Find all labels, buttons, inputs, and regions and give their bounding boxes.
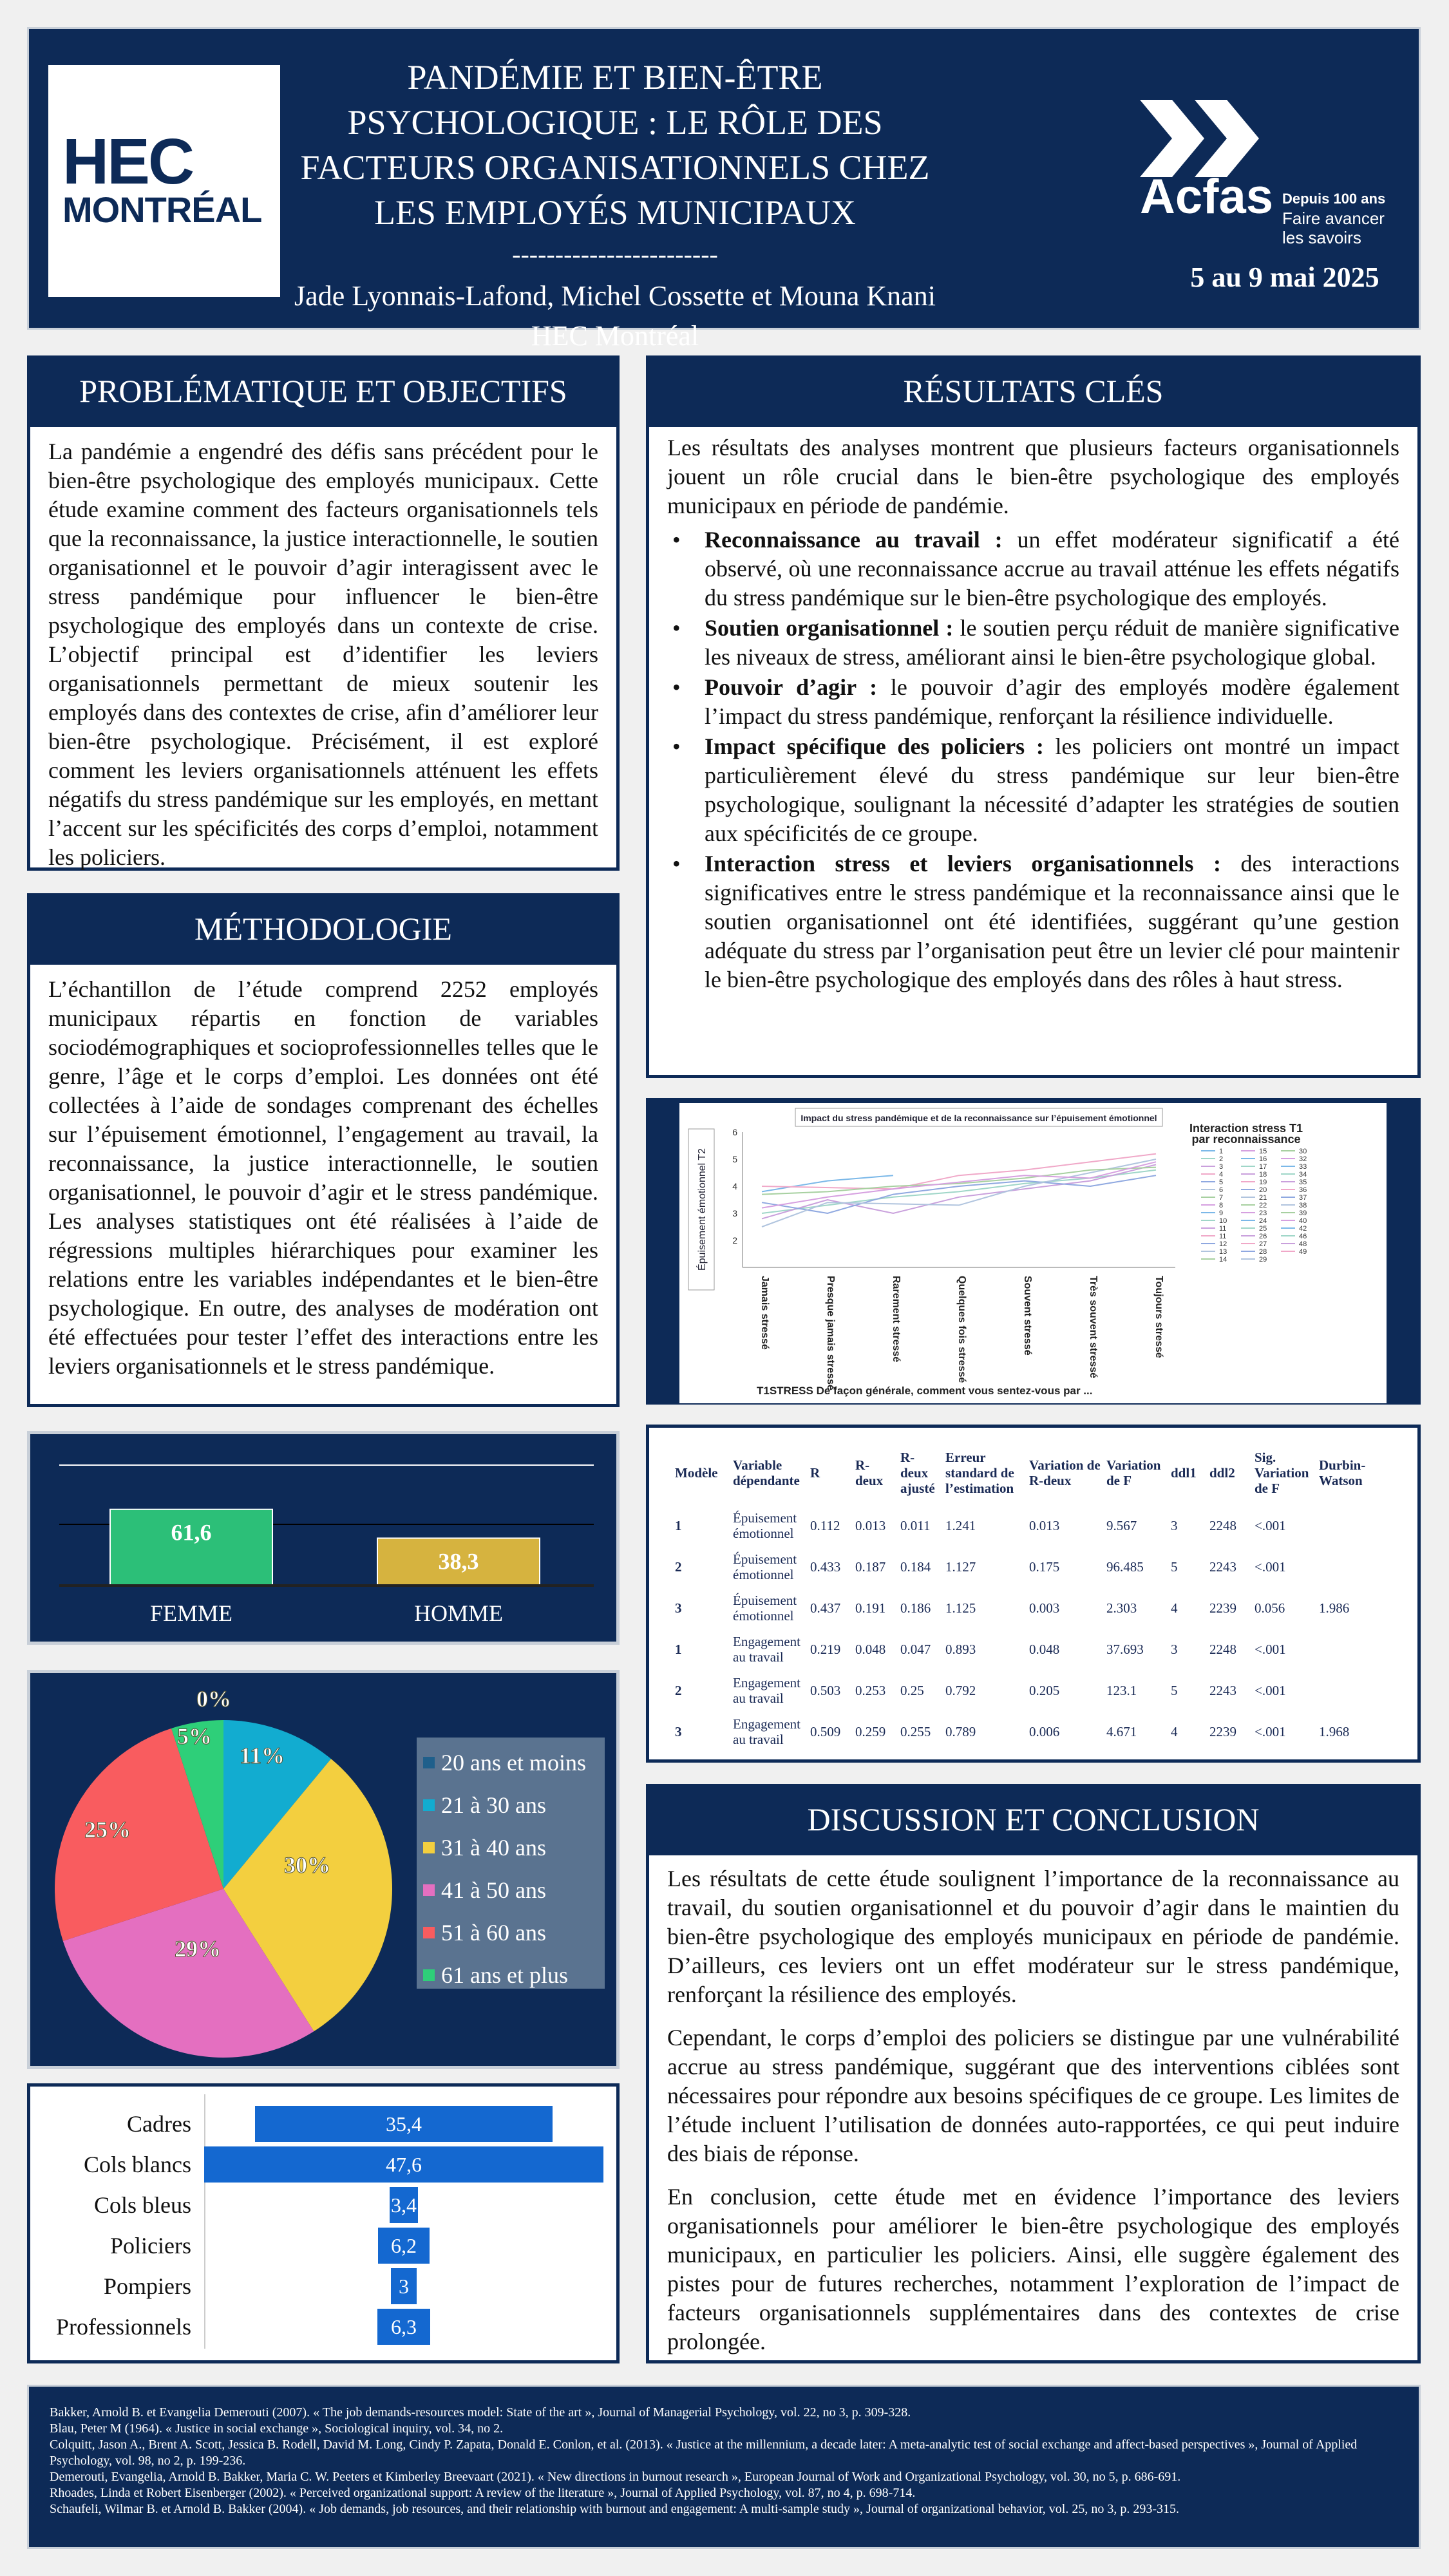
corps-row — [30, 2228, 616, 2264]
legend-label: 49 — [1299, 1248, 1307, 1256]
table-cell: 4 — [1171, 1600, 1178, 1616]
conference-dates: 5 au 9 mai 2025 — [1190, 261, 1379, 293]
table-column-header: Variation de F — [1106, 1457, 1161, 1488]
resultats-intro: Les résultats des analyses montrent que plusieurs facteurs organisationnels jouent un rôle crucial dans le bien-être psychologique des employés municipaux en période de pandémie. — [667, 435, 1399, 518]
gender-category-label: HOMME — [413, 1600, 504, 1626]
legend-label: 10 — [1219, 1217, 1227, 1225]
table-column-header: Variable dépendante — [733, 1457, 800, 1488]
table-cell: <.001 — [1255, 1518, 1286, 1533]
legend-title-2: par reconnaissance — [1191, 1133, 1301, 1146]
problematique-text: La pandémie a engendré des défis sans précédent pour le bien-être psychologique des employés municipaux. Cette étude examine comment des facteurs organisationnels tels que la reconnaissance, la justice interactionnelle, le soutien organisationnel et le pouvoir d’agir interagissent avec le stress pandémique pour influencer le bien-être psychologique des employés dans un contexte de crise. L’objectif principal est d’identifier les leviers organisationnels permettant de mieux soutenir les employés dans des contextes de crise, afin d’améliorer leur bien-être psychologique. Précisément, il est exploré comment les leviers organisationnels atténuent les effets négatifs du stress pandémique sur les employés, en mettant l’accent sur les spécificités des corps d’emploi, notamment les policiers. — [48, 439, 598, 870]
regression-table-panel — [646, 1425, 1421, 1763]
legend-label: 24 — [1259, 1217, 1267, 1225]
legend-label: 22 — [1259, 1202, 1267, 1209]
gender-category-label: FEMME — [149, 1600, 233, 1626]
legend-label: 46 — [1299, 1233, 1307, 1240]
table-cell: 1.241 — [945, 1518, 976, 1533]
table-cell: 2248 — [1209, 1642, 1236, 1657]
institution: HEC Montréal — [531, 320, 699, 352]
table-cell: 1 — [675, 1642, 682, 1657]
resultats-panel — [646, 355, 1421, 1078]
table-cell: 0.503 — [810, 1683, 841, 1698]
table-cell: 0.013 — [855, 1518, 886, 1533]
legend-label: 34 — [1299, 1171, 1307, 1179]
table-cell — [1319, 1505, 1377, 1546]
table-column-header: Sig. Variation de F — [1255, 1450, 1309, 1496]
corps-emploi-chart — [27, 2083, 620, 2363]
table-cell: 37.693 — [1106, 1642, 1144, 1657]
legend-label: 20 — [1259, 1186, 1267, 1194]
references — [27, 2385, 1421, 2549]
table-cell: 0.047 — [900, 1642, 931, 1657]
table-cell: 0.253 — [855, 1683, 886, 1698]
resultat-item: • Impact spécifique des policiers : les policiers ont montré un impact particulièrement élevé du stress pandémique sur leur bien-être psychologique, soulignant la nécessité d’adapter les stratégies de soutien aux spécificités de ce groupe. — [667, 732, 1399, 848]
table-cell: 0.893 — [945, 1642, 976, 1657]
table-cell: 1 — [675, 1518, 682, 1533]
y-tick-label: 3 — [732, 1208, 737, 1218]
table-cell: 0.433 — [810, 1559, 841, 1575]
table-cell: 0.259 — [855, 1724, 886, 1739]
legend-item — [417, 1741, 605, 1784]
resultats-title: RÉSULTATS CLÉS — [649, 359, 1417, 427]
legend-label: 31 à 40 ans — [441, 1835, 546, 1861]
reference-item: Blau, Peter M (1964). « Justice in social exchange », Sociological inquiry, vol. 34, no 2. — [50, 2421, 504, 2436]
table-cell: 3 — [1171, 1642, 1178, 1657]
corps-row — [30, 2309, 616, 2345]
table-cell: 2.303 — [1106, 1600, 1137, 1616]
x-tick-label: Souvent stressé — [1022, 1276, 1033, 1356]
table-cell: 0.191 — [855, 1600, 886, 1616]
legend-label: 17 — [1259, 1163, 1267, 1171]
table-column-header: ddl1 — [1171, 1465, 1197, 1481]
legend-item — [417, 1869, 605, 1911]
reference-item: Bakker, Arnold B. et Evangelia Demerouti (2007). « The job demands-resources model: State of the art », Journal of Managerial Psychology, vol. 22, no 3, p. 309-328. — [50, 2405, 911, 2420]
legend-label: 2 — [1219, 1155, 1224, 1163]
y-tick-label: 4 — [732, 1181, 737, 1191]
table-cell: 9.567 — [1106, 1518, 1137, 1533]
table-cell: 0.509 — [810, 1724, 841, 1739]
legend-label: 15 — [1259, 1148, 1267, 1155]
reference-item: Demerouti, Evangelia, Arnold B. Bakker, Maria C. W. Peeters et Kimberley Breevaart (2021). « New directions in burnout research », European Journal of Work and Organizational Psychology, vol. 30, no 5, p. 686-691. — [50, 2470, 1181, 2484]
table-column-header: Variation de R-deux — [1029, 1457, 1101, 1488]
table-cell: 0.013 — [1029, 1518, 1060, 1533]
table-cell: 0.25 — [900, 1683, 924, 1698]
table-column-header: R — [810, 1465, 820, 1481]
legend-label: 28 — [1259, 1248, 1267, 1256]
legend-label: 23 — [1259, 1209, 1267, 1217]
legend-label: 48 — [1299, 1240, 1307, 1248]
discussion-panel — [646, 1784, 1421, 2363]
table-cell: 123.1 — [1106, 1683, 1137, 1698]
table-cell: 0.255 — [900, 1724, 931, 1739]
legend-label: 21 — [1259, 1194, 1267, 1202]
table-cell: 0.006 — [1029, 1724, 1060, 1739]
table-cell: 2248 — [1209, 1518, 1236, 1533]
age-legend — [417, 1738, 605, 1989]
table-cell: Épuisement émotionnel — [733, 1593, 797, 1624]
reference-item: Schaufeli, Wilmar B. et Arnold B. Bakker (2004). « Job demands, job resources, and their relationship with burnout and engagement: A multi-sample study », Journal of organizational behavior, vol. 25, no 3, p. 293-315. — [50, 2502, 1179, 2516]
legend-label: 9 — [1219, 1209, 1224, 1217]
discussion-paragraph-3: En conclusion, cette étude met en évidence l’importance des leviers organisationnels pour améliorer le bien-être psychologique des employés municipaux, en particulier les policiers. Ainsi, elle suggère également des pistes pour de futures recherches, notamment l’exploration de l’impact de facteurs organisationnels supplémentaires dans des contextes de crise prolongée. — [667, 2184, 1399, 2354]
table-cell: 96.485 — [1106, 1559, 1144, 1575]
table-column-header: Modèle — [675, 1465, 718, 1481]
legend-item — [417, 1954, 605, 1996]
resultat-item: • Soutien organisationnel : le soutien perçu réduit de manière significative les niveaux de stress, améliorant ainsi le bien-être psychologique global. — [667, 614, 1399, 672]
table-cell: 0.048 — [1029, 1642, 1060, 1657]
age-pie-chart — [30, 1673, 417, 2066]
legend-swatch — [423, 1884, 435, 1896]
corps-label: Pompiers — [103, 2273, 191, 2299]
table-cell: 0.789 — [945, 1724, 976, 1739]
y-tick-label: 5 — [732, 1154, 737, 1164]
legend-label: 18 — [1259, 1171, 1267, 1179]
table-cell: 3 — [675, 1724, 682, 1739]
legend-swatch — [423, 1927, 435, 1938]
table-cell: 1.127 — [945, 1559, 976, 1575]
table-cell: <.001 — [1255, 1642, 1286, 1657]
table-row — [675, 1711, 1377, 1752]
table-cell: <.001 — [1255, 1559, 1286, 1575]
legend-label: 3 — [1219, 1163, 1224, 1171]
corps-label: Cols blancs — [84, 2152, 191, 2177]
table-cell: Épuisement émotionnel — [733, 1510, 797, 1541]
table-cell: 0.003 — [1029, 1600, 1060, 1616]
table-cell: 0.186 — [900, 1600, 931, 1616]
legend-title: Interaction stress T1 — [1189, 1122, 1303, 1135]
table-row — [675, 1546, 1377, 1587]
table-cell — [1319, 1546, 1377, 1587]
table-row — [675, 1505, 1377, 1546]
legend-label: 11 — [1219, 1225, 1227, 1233]
table-cell: 1.968 — [1319, 1724, 1350, 1739]
legend-label: 26 — [1259, 1233, 1267, 1240]
table-cell: 0.219 — [810, 1642, 841, 1657]
resultats-list — [667, 526, 1399, 994]
table-cell: 1.986 — [1319, 1600, 1350, 1616]
corps-bar: 6,2 — [378, 2228, 430, 2264]
gender-value-label: 61,6 — [171, 1519, 212, 1546]
legend-label: 51 à 60 ans — [441, 1920, 546, 1946]
legend-item — [417, 1911, 605, 1954]
legend-label: 12 — [1219, 1240, 1227, 1248]
table-row — [675, 1587, 1377, 1629]
legend-label: 37 — [1299, 1194, 1307, 1202]
acfas-arrows-icon — [1140, 100, 1262, 177]
table-cell: <.001 — [1255, 1724, 1286, 1739]
chart-title: Impact du stress pandémique et de la reconnaissance sur l’épuisement émotionnel — [800, 1113, 1157, 1123]
pie-label: 25% — [84, 1817, 131, 1842]
title-block — [287, 55, 943, 356]
methodologie-text: L’échantillon de l’étude comprend 2252 employés municipaux répartis en fonction de variables sociodémographiques et socioprofessionnelles telles que le genre, l’âge et le corps d’emploi. Les données ont été collectées à l’aide de sondages comprenant des échelles sur l’épuisement émotionnel, l’engagement au travail, la reconnaissance, la justice interactionnelle, le soutien organisationnel, le pouvoir d’agir et le stress pandémique. Les analyses statistiques ont été réalisées à l’aide de régressions multiples hiérarchiques pour examiner les relations entre les variables indépendantes et le bien-être psychologique. En outre, des analyses de modération ont été effectuées pour tester l’effet des interactions entre les leviers organisationnels et le stress pandémique. — [48, 976, 598, 1379]
hec-montreal-logo: HEC MONTRÉAL — [48, 65, 280, 297]
table-cell: 1.125 — [945, 1600, 976, 1616]
table-cell: 0.205 — [1029, 1683, 1060, 1698]
legend-label: 41 à 50 ans — [441, 1877, 546, 1903]
legend-label: 38 — [1299, 1202, 1307, 1209]
corps-bar: 3 — [391, 2268, 416, 2304]
corps-label: Cadres — [127, 2111, 191, 2137]
table-cell: Engagement au travail — [733, 1716, 800, 1747]
corps-label: Policiers — [110, 2233, 191, 2259]
legend-label: 30 — [1299, 1148, 1307, 1155]
discussion-title: DISCUSSION ET CONCLUSION — [649, 1787, 1417, 1855]
legend-swatch — [423, 1969, 435, 1981]
age-chart — [27, 1670, 620, 2069]
series-line — [762, 1175, 1156, 1213]
gender-chart — [27, 1431, 620, 1645]
y-tick-label: 2 — [732, 1235, 737, 1245]
legend-label: 1 — [1219, 1148, 1224, 1155]
resultat-item: • Reconnaissance au travail : un effet modérateur significatif a été observé, où une reconnaissance accrue au travail atténue les effets négatifs du stress pandémique sur le bien-être psychologique des employés. — [667, 526, 1399, 612]
x-tick-label: Toujours stressé — [1153, 1276, 1164, 1358]
corps-label: Cols bleus — [93, 2192, 191, 2218]
table-cell: 2 — [675, 1683, 682, 1698]
table-cell: 0.056 — [1255, 1600, 1285, 1616]
table-column-header: R-deux ajusté — [900, 1450, 935, 1496]
legend-label: 14 — [1219, 1256, 1227, 1264]
legend-label: 11 — [1219, 1233, 1227, 1240]
corps-bar: 47,6 — [204, 2146, 603, 2183]
title-separator: ------------------------ — [512, 240, 718, 269]
table-cell: 4.671 — [1106, 1724, 1137, 1739]
legend-label: 6 — [1219, 1186, 1224, 1194]
pie-label: 29% — [175, 1936, 221, 1962]
table-cell: 0.187 — [855, 1559, 886, 1575]
table-cell: <.001 — [1255, 1683, 1286, 1698]
acfas-logo: Acfas Depuis 100 ans Faire avancer les savoirs — [1140, 100, 1410, 247]
corps-row — [30, 2146, 616, 2183]
pie-label: 0% — [196, 1686, 231, 1712]
x-axis-label: T1STRESS De façon générale, comment vous sentez-vous par ... — [757, 1385, 1093, 1397]
gender-value-label: 38,3 — [438, 1548, 479, 1575]
legend-label: 29 — [1259, 1256, 1267, 1264]
table-cell: Engagement au travail — [733, 1675, 800, 1706]
table-cell: 2243 — [1209, 1559, 1236, 1575]
table-cell: 3 — [1171, 1518, 1178, 1533]
x-tick-label: Jamais stressé — [759, 1276, 770, 1350]
x-tick-label: Rarement stressé — [891, 1276, 902, 1363]
table-cell: 5 — [1171, 1559, 1178, 1575]
reference-item: Rhoades, Linda et Robert Eisenberger (2002). « Perceived organizational support: A review of the literature », Journal of Applied Psychology, vol. 87, no 4, p. 698-714. — [50, 2486, 916, 2500]
poster-title: PANDÉMIE ET BIEN-ÊTRE PSYCHOLOGIQUE : LE RÔLE DES FACTEURS ORGANISATIONNELS CHEZ LES EMPLOYÉS MUNICIPAUX — [300, 58, 930, 232]
legend-swatch — [423, 1799, 435, 1811]
table-cell: 2239 — [1209, 1724, 1236, 1739]
reference-item: Colquitt, Jason A., Brent A. Scott, Jessica B. Rodell, David M. Long, Cindy P. Zapata, Donald E. Conlon, et al. (2013). « Justice at the millennium, a decade later: A meta-analytic test of social exchange and affect-based perspectives », Journal of Applied Psychology, vol. 98, no 2, p. 199-236. — [50, 2438, 1358, 2468]
legend-label: 20 ans et moins — [441, 1750, 586, 1776]
legend-label: 40 — [1299, 1217, 1307, 1225]
table-cell — [1319, 1670, 1377, 1711]
corps-bar: 3,4 — [390, 2187, 418, 2223]
corps-bar: 35,4 — [255, 2106, 552, 2142]
table-cell: 5 — [1171, 1683, 1178, 1698]
table-cell: 0.011 — [900, 1518, 931, 1533]
legend-label: 25 — [1259, 1225, 1267, 1233]
legend-swatch — [423, 1842, 435, 1853]
legend-item — [417, 1784, 605, 1826]
legend-swatch — [423, 1757, 435, 1768]
legend-label: 39 — [1299, 1209, 1307, 1217]
legend-label: 5 — [1219, 1179, 1224, 1186]
table-cell: 0.112 — [810, 1518, 840, 1533]
y-tick-label: 6 — [732, 1127, 737, 1137]
methodologie-panel — [27, 893, 620, 1407]
pie-label: 11% — [239, 1743, 285, 1768]
resultat-item: • Pouvoir d’agir : le pouvoir d’agir des employés modère également l’impact du stress pandémique, renforçant la résilience individuelle. — [667, 673, 1399, 731]
table-header-row — [675, 1441, 1377, 1505]
legend-item — [417, 1826, 605, 1869]
poster-header — [27, 27, 1421, 352]
regression-table — [675, 1441, 1377, 1752]
table-cell: Engagement au travail — [733, 1634, 800, 1665]
table-cell — [1319, 1629, 1377, 1670]
y-axis-label: Épuisement émotionnel T2 — [697, 1148, 708, 1271]
legend-label: 21 à 30 ans — [441, 1792, 546, 1818]
interaction-chart-panel — [646, 1098, 1421, 1405]
table-cell: Épuisement émotionnel — [733, 1551, 797, 1582]
series-line — [762, 1175, 893, 1191]
problematique-title: PROBLÉMATIQUE ET OBJECTIFS — [30, 359, 616, 427]
table-column-header: Erreur standard de l’estimation — [945, 1450, 1014, 1496]
interaction-line-chart — [679, 1103, 1387, 1403]
x-tick-label: Presque jamais stressé — [825, 1276, 836, 1390]
legend-label: 33 — [1299, 1163, 1307, 1171]
table-cell: 4 — [1171, 1724, 1178, 1739]
table-cell: 0.792 — [945, 1683, 976, 1698]
legend-label: 19 — [1259, 1179, 1267, 1186]
table-cell: 2 — [675, 1559, 682, 1575]
authors: Jade Lyonnais-Lafond, Michel Cossette et Mouna Knani — [294, 280, 936, 312]
legend-label: 32 — [1299, 1155, 1307, 1163]
legend-label: 16 — [1259, 1155, 1267, 1163]
legend-label: 35 — [1299, 1179, 1307, 1186]
problematique-panel — [27, 355, 620, 871]
table-cell: 2243 — [1209, 1683, 1236, 1698]
legend-label: 61 ans et plus — [441, 1962, 568, 1988]
table-row — [675, 1670, 1377, 1711]
table-cell: 0.437 — [810, 1600, 841, 1616]
table-cell: 0.175 — [1029, 1559, 1060, 1575]
table-cell: 0.184 — [900, 1559, 931, 1575]
methodologie-title: MÉTHODOLOGIE — [30, 896, 616, 965]
resultat-item: • Interaction stress et leviers organisationnels : des interactions significatives entre le stress pandémique et la reconnaissance ainsi que le soutien organisationnel ont été identifiées, suggérant qu’une gestion adéquate du stress par l’organisation peut être un levier clé pour maintenir le bien-être psychologique des employés dans des rôles à haut stress. — [667, 849, 1399, 994]
table-cell: 3 — [675, 1600, 682, 1616]
discussion-paragraph-2: Cependant, le corps d’emploi des policiers se distingue par une vulnérabilité accrue au stress pandémique, suggérant que des interventions ciblées sont nécessaires pour répondre aux besoins spécifiques de ce groupe. Les limites de l’étude incluent l’utilisation de données auto-rapportées, ce qui peut induire des biais de réponse. — [667, 2025, 1399, 2166]
table-column-header: ddl2 — [1209, 1465, 1235, 1481]
table-row — [675, 1629, 1377, 1670]
corps-row — [30, 2106, 616, 2142]
legend-label: 13 — [1219, 1248, 1227, 1256]
gender-bar-chart — [30, 1434, 616, 1642]
table-column-header: R-deux — [855, 1457, 884, 1488]
table-column-header: Durbin-Watson — [1319, 1457, 1366, 1488]
table-cell: 0.048 — [855, 1642, 886, 1657]
corps-row — [30, 2187, 616, 2223]
corps-row — [30, 2268, 616, 2304]
x-tick-label: Très souvent stressé — [1088, 1276, 1099, 1379]
pie-label: 30% — [284, 1852, 330, 1878]
legend-label: 8 — [1219, 1202, 1224, 1209]
legend-label: 27 — [1259, 1240, 1267, 1248]
pie-label: 5% — [177, 1723, 212, 1749]
discussion-paragraph-1: Les résultats de cette étude soulignent l’importance de la reconnaissance au travail, du soutien organisationnel et du pouvoir d’agir dans le maintien du bien-être psychologique des employés municipaux en période de pandémie. D’ailleurs, ces leviers ont un effet modérateur sur le stress pandémique, renforçant la résilience des employés. — [667, 1866, 1399, 2007]
legend-label: 36 — [1299, 1186, 1307, 1194]
table-cell: 2239 — [1209, 1600, 1236, 1616]
legend-label: 7 — [1219, 1194, 1224, 1202]
corps-bar: 6,3 — [377, 2309, 430, 2345]
legend-label: 42 — [1299, 1225, 1307, 1233]
x-tick-label: Quelques fois stressé — [956, 1276, 967, 1383]
legend-label: 4 — [1219, 1171, 1224, 1179]
corps-label: Professionnels — [56, 2314, 191, 2340]
